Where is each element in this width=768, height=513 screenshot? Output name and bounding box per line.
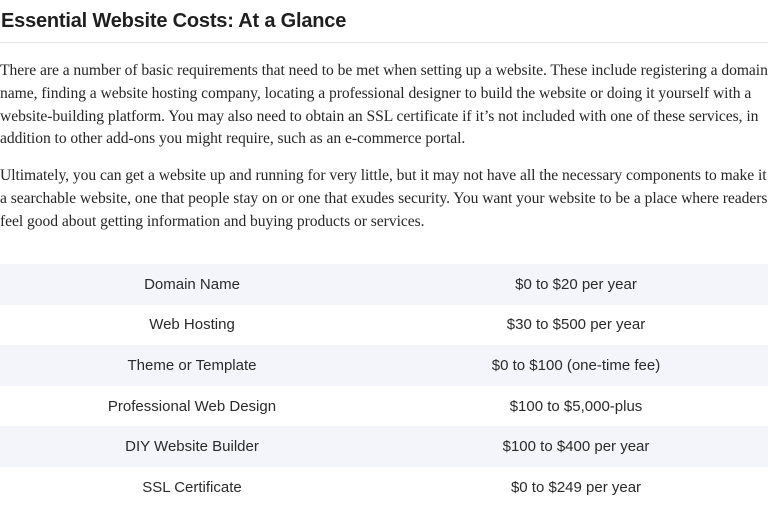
table-row: [0, 467, 768, 508]
table-row: [0, 345, 768, 386]
cost-item-name: DIY Website Builder: [0, 426, 384, 467]
cost-item-range: $0 to $249 per year: [384, 467, 768, 508]
cost-item-range: $100 to $5,000-plus: [384, 386, 768, 427]
website-costs-table: [0, 264, 768, 508]
intro-paragraph: There are a number of basic requirements that need to be met when setting up a website. These include registering a domain name, finding a website hosting company, locating a professional designer to build the website or doing it yourself with a website-building platform. You may also need to obtain an SSL certificate if it’s not included with one of these services, in addition to other add-ons you might require, such as an e-commerce portal.: [0, 62, 768, 148]
cost-item-name: Web Hosting: [0, 305, 384, 346]
summary-paragraph: Ultimately, you can get a website up and running for very little, but it may not have all the necessary components to make it a searchable website, one that people stay on or one that exudes security. You want your website to be a place where readers feel good about getting information and buying products or services.: [0, 167, 768, 230]
section-heading: Essential Website Costs: At a Glance: [0, 0, 768, 43]
table-row: [0, 426, 768, 467]
table-row: [0, 386, 768, 427]
cost-item-range: $0 to $20 per year: [384, 264, 768, 305]
table-row: [0, 264, 768, 305]
cost-item-name: SSL Certificate: [0, 467, 384, 508]
cost-item-range: $100 to $400 per year: [384, 426, 768, 467]
cost-item-range: $30 to $500 per year: [384, 305, 768, 346]
cost-item-name: Domain Name: [0, 264, 384, 305]
cost-item-range: $0 to $100 (one-time fee): [384, 345, 768, 386]
cost-item-name: Professional Web Design: [0, 386, 384, 427]
cost-item-name: Theme or Template: [0, 345, 384, 386]
table-row: [0, 305, 768, 346]
